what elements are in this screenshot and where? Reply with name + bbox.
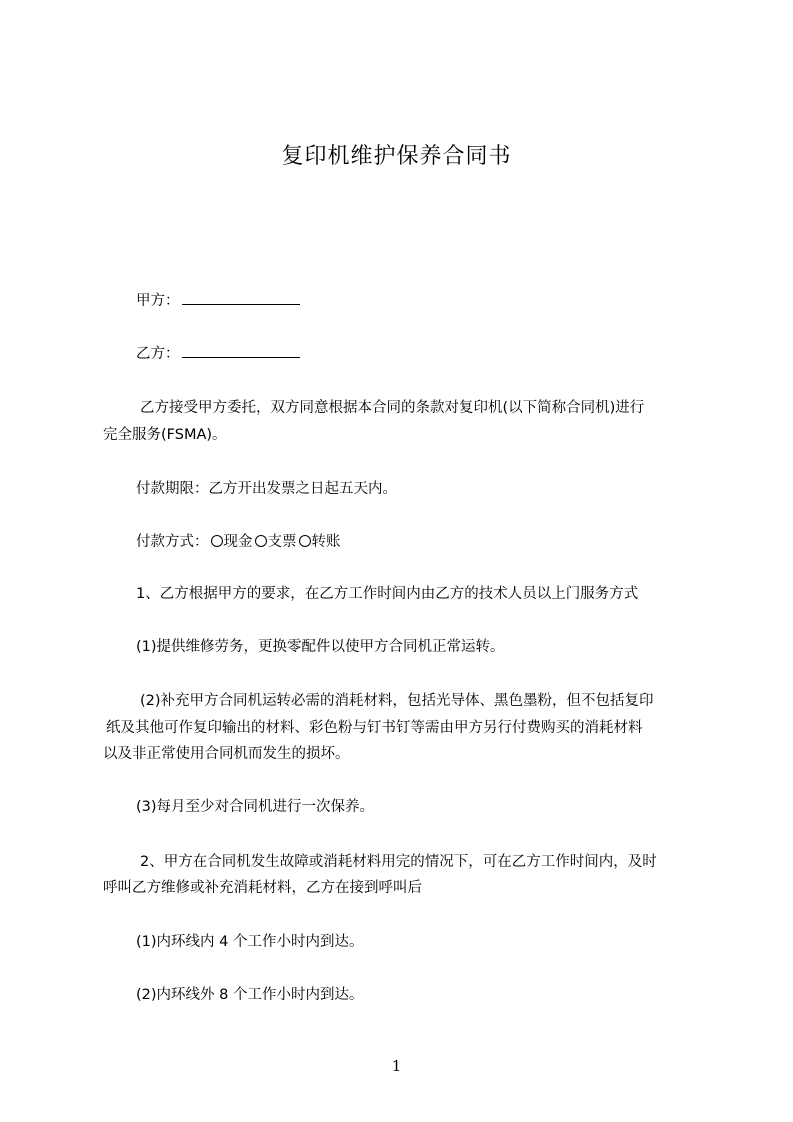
clause-2-item-1: (1)内环线内 4 个工作小时内到达。	[136, 934, 364, 950]
clause-1-item-1: (1)提供维修劳务，更换零配件以使甲方合同机正常运转。	[136, 639, 505, 655]
radio-circle-icon	[211, 535, 223, 547]
clause-1-item-2-line-1: (2)补充甲方合同机运转必需的消耗材料，包括光导体、黑色墨粉，但不包括复印	[140, 693, 654, 709]
clause-2-line-2: 呼叫乙方维修或补充消耗材料，乙方在接到呼叫后	[103, 880, 422, 896]
clause-1-item-2-line-3: 以及非正常使用合同机而发生的损坏。	[103, 746, 350, 762]
clause-1: 1、乙方根据甲方的要求，在乙方工作时间内由乙方的技术人员以上门服务方式	[136, 586, 639, 602]
intro-line-2: 完全服务(FSMA)。	[103, 427, 227, 443]
payment-term: 付款期限：乙方开出发票之日起五天内。	[136, 481, 397, 497]
party-a-label: 甲方：	[136, 293, 180, 309]
payment-option-transfer: 转账	[311, 534, 341, 550]
radio-circle-icon	[255, 535, 267, 547]
clause-1-item-3: (3)每月至少对合同机进行一次保养。	[136, 799, 375, 815]
payment-option-check: 支票	[267, 534, 297, 550]
page-number: 1	[391, 1057, 402, 1075]
intro-line-1: 乙方接受甲方委托，双方同意根据本合同的条款对复印机(以下简称合同机)进行	[140, 400, 645, 416]
payment-method-label: 付款方式：	[136, 534, 209, 550]
radio-circle-icon	[299, 535, 311, 547]
clause-2-item-2: (2)内环线外 8 个工作小时内到达。	[136, 987, 364, 1003]
clause-1-item-2-line-2: 纸及其他可作复印输出的材料、彩色粉与钉书钉等需由甲方另行付费购买的消耗材料	[106, 720, 643, 736]
payment-option-cash: 现金	[223, 534, 253, 550]
party-b-label: 乙方：	[136, 346, 180, 362]
party-b-blank	[182, 344, 300, 358]
party-b-line	[136, 344, 736, 364]
document-title: 复印机维护保养合同书	[281, 144, 512, 169]
party-a-line	[136, 291, 736, 311]
payment-method-line	[136, 532, 736, 552]
party-a-blank	[182, 291, 300, 305]
clause-2-line-1: 2、甲方在合同机发生故障或消耗材料用完的情况下，可在乙方工作时间内，及时	[140, 854, 657, 870]
